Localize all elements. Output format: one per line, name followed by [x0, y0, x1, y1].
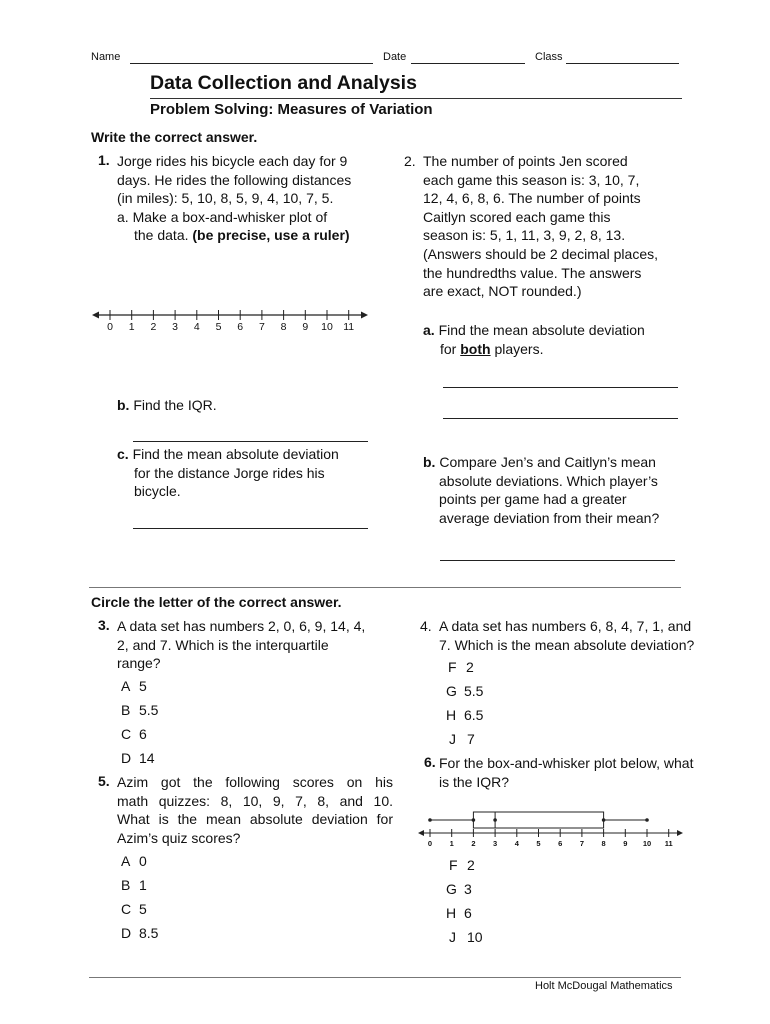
- q5-option-d-value: 8.5: [139, 925, 159, 941]
- q6-point: [602, 818, 606, 822]
- q6-option-f-value: 2: [467, 857, 475, 873]
- q4-number: 4.: [420, 618, 432, 634]
- q6-option-f[interactable]: [449, 857, 475, 873]
- q1-tick-label: 10: [321, 321, 333, 333]
- class-field[interactable]: [566, 63, 679, 64]
- q2b-answer-line[interactable]: [440, 560, 675, 561]
- q2-line3: 12, 4, 6, 8, 6. The number of points: [423, 190, 641, 207]
- q4-option-f-letter: F: [448, 659, 457, 675]
- q2-line8: are exact, NOT rounded.): [423, 283, 582, 300]
- q4-option-h[interactable]: [446, 707, 483, 723]
- q1-tick-label: 7: [258, 321, 265, 333]
- q3-option-a-value: 5: [139, 678, 147, 694]
- q4-text: [439, 617, 694, 654]
- q1c-text1: Find the mean absolute deviation: [132, 446, 339, 462]
- q1c: [117, 445, 339, 501]
- q4-option-h-value: 6.5: [464, 707, 484, 723]
- q6-number: 6.: [424, 754, 436, 770]
- q1-tick-label: 11: [343, 321, 355, 333]
- number-line-left-arrow: [92, 312, 99, 319]
- footer-rule: [89, 977, 681, 978]
- section1-instruction: Write the correct answer.: [91, 129, 258, 145]
- q1a-text: Make a box-and-whisker plot of: [132, 208, 328, 225]
- q6-box: [473, 812, 603, 828]
- q6-point: [645, 818, 649, 822]
- q3-option-d[interactable]: [121, 750, 155, 766]
- q1c-line3: bicycle.: [134, 483, 181, 500]
- q2-line4: Caitlyn scored each game this: [423, 208, 611, 225]
- q6-option-j-letter: J: [449, 929, 456, 945]
- q3-option-b-value: 5.5: [139, 702, 159, 718]
- q1-line3: (in miles): 5, 10, 8, 5, 9, 4, 10, 7, 5.: [117, 190, 334, 207]
- q3-option-c-value: 6: [139, 726, 147, 742]
- q2a-label: a.: [423, 322, 435, 338]
- q6-tick-label: 4: [514, 839, 519, 848]
- name-field[interactable]: [130, 63, 373, 64]
- q2b-label: b.: [423, 454, 436, 470]
- q6-text: [439, 754, 693, 791]
- q1a-emphasis: (be precise, use a ruler): [192, 227, 350, 244]
- q6-tick-label: 5: [536, 839, 541, 848]
- q6-option-j-value: 10: [467, 929, 483, 945]
- q3-text: [117, 617, 365, 673]
- q3-option-c[interactable]: [121, 726, 147, 742]
- q5-option-d-letter: D: [121, 925, 132, 941]
- q2a-answer-line-2[interactable]: [443, 418, 678, 419]
- q5-line4: Azim’s quiz scores?: [117, 829, 241, 846]
- q5-option-a-value: 0: [139, 853, 147, 869]
- q6-option-g-letter: G: [446, 881, 457, 897]
- q1-tick-label: 8: [280, 321, 287, 333]
- q1b-text: Find the IQR.: [133, 397, 217, 413]
- q2b-line1: [423, 453, 659, 472]
- q3-line2: 2, and 7. Which is the interquartile: [117, 636, 329, 653]
- q1-tick-label: 6: [237, 321, 244, 333]
- q6-option-h[interactable]: [446, 905, 472, 921]
- q1-tick-label: 0: [107, 321, 113, 333]
- q1c-label: c.: [117, 446, 129, 462]
- q2a-line1: [423, 321, 645, 340]
- section2-instruction: Circle the letter of the correct answer.: [91, 594, 342, 610]
- box-plot-left-arrow: [418, 830, 424, 836]
- q6-option-g[interactable]: [446, 881, 472, 897]
- q1b: [117, 396, 217, 415]
- q3-option-d-value: 14: [139, 750, 155, 766]
- q4-option-g[interactable]: [446, 683, 483, 699]
- q6-point: [428, 818, 432, 822]
- q1-tick-label: 4: [193, 321, 200, 333]
- q2a-line2: [423, 340, 645, 359]
- q1c-line1: [117, 445, 339, 464]
- title-rule: [150, 98, 682, 99]
- q3-line3: range?: [117, 655, 161, 672]
- q2a-text2-post: players.: [494, 340, 544, 357]
- q2b-text1: Compare Jen’s and Caitlyn’s mean: [439, 454, 656, 470]
- q6-option-h-value: 6: [464, 905, 472, 921]
- q2a-text2-pre: for: [440, 340, 457, 357]
- q1c-line2: for the distance Jorge rides his: [134, 464, 325, 481]
- q6-tick-label: 9: [623, 839, 628, 848]
- q6-option-h-letter: H: [446, 905, 457, 921]
- q6-line1: For the box-and-whisker plot below, what: [439, 755, 694, 771]
- q6-option-f-letter: F: [449, 857, 458, 873]
- q6-line2: is the IQR?: [439, 773, 510, 790]
- q2-text: [423, 152, 658, 301]
- q1a-line2: [117, 226, 351, 245]
- q5-option-b[interactable]: [121, 877, 147, 893]
- q1a-line1: [117, 208, 351, 227]
- q1-line2: days. He rides the following distances: [117, 171, 352, 188]
- q3-option-b-letter: B: [121, 702, 131, 718]
- q2b-line2: absolute deviations. Which player’s: [439, 472, 658, 489]
- q5-option-a-letter: A: [121, 853, 131, 869]
- q1c-answer-line[interactable]: [133, 528, 368, 529]
- q1-number-line[interactable]: [92, 305, 372, 335]
- q1a-label: a.: [117, 208, 129, 225]
- q1b-answer-line[interactable]: [133, 441, 368, 442]
- q6-tick-label: 11: [664, 839, 673, 848]
- q2-line7: the hundredths value. The answers: [423, 264, 642, 281]
- q5-line2: math quizzes: 8, 10, 9, 7, 8, and 10.: [117, 792, 393, 809]
- q2a-answer-line-1[interactable]: [443, 387, 678, 388]
- q2-line5: season is: 5, 1, 11, 3, 9, 2, 8, 13.: [423, 227, 626, 244]
- q4-option-f-value: 2: [466, 659, 474, 675]
- q2a: [423, 321, 645, 358]
- q1-line1: Jorge rides his bicycle each day for 9: [117, 153, 348, 169]
- q6-tick-label: 3: [493, 839, 498, 848]
- q4-option-h-letter: H: [446, 707, 457, 723]
- q2b: [423, 453, 659, 527]
- q1-tick-label: 9: [302, 321, 309, 333]
- q5-option-a[interactable]: [121, 853, 147, 869]
- class-label: Class: [535, 51, 563, 63]
- name-label: Name: [91, 51, 121, 63]
- q6-tick-label: 8: [601, 839, 606, 848]
- q3-option-d-letter: D: [121, 750, 132, 766]
- q4-option-g-letter: G: [446, 683, 457, 699]
- q5-line1: Azim got the following scores on his: [117, 774, 393, 790]
- q6-option-j[interactable]: [449, 929, 483, 945]
- box-plot-right-arrow: [677, 830, 683, 836]
- q2a-text1: Find the mean absolute deviation: [438, 322, 645, 338]
- q5-option-c-letter: C: [121, 901, 132, 917]
- q2a-emphasis: both: [460, 340, 491, 357]
- q6-tick-label: 0: [427, 839, 433, 848]
- q6-tick-label: 1: [449, 839, 454, 848]
- q2-line6: (Answers should be 2 decimal places,: [423, 245, 659, 262]
- q6-tick-label: 7: [579, 839, 584, 848]
- q5-option-c[interactable]: [121, 901, 147, 917]
- number-line-right-arrow: [361, 312, 368, 319]
- q3-option-b[interactable]: [121, 702, 158, 718]
- q5-option-d[interactable]: [121, 925, 158, 941]
- q6-point: [472, 818, 476, 822]
- q1-tick-label: 3: [172, 321, 179, 333]
- section-divider: [89, 587, 681, 588]
- q4-option-j[interactable]: [449, 731, 475, 747]
- q3-number: 3.: [98, 617, 110, 633]
- q6-tick-label: 10: [642, 839, 652, 848]
- q1-tick-label: 1: [128, 321, 135, 333]
- q5-number: 5.: [98, 773, 110, 789]
- q4-line2: 7. Which is the mean absolute deviation?: [439, 636, 695, 653]
- q1-tick-label: 5: [215, 321, 222, 333]
- date-field[interactable]: [411, 63, 525, 64]
- q3-line1: A data set has numbers 2, 0, 6, 9, 14, 4,: [117, 618, 366, 634]
- page-title: Data Collection and Analysis: [150, 72, 417, 94]
- q1-tick-label: 2: [150, 321, 157, 333]
- q2-line1: The number of points Jen scored: [423, 153, 628, 169]
- q5-option-b-letter: B: [121, 877, 131, 893]
- q5-line3: What is the mean absolute deviation for: [117, 811, 393, 828]
- q4-line1: A data set has numbers 6, 8, 4, 7, 1, and: [439, 618, 692, 634]
- q3-option-a[interactable]: [121, 678, 147, 694]
- q2b-line3: points per game had a greater: [439, 491, 627, 508]
- q4-option-f[interactable]: [448, 659, 474, 675]
- q2-line2: each game this season is: 3, 10, 7,: [423, 171, 640, 188]
- q1-text: [117, 152, 351, 245]
- q1a-text2: the data.: [134, 227, 189, 244]
- q1b-label: b.: [117, 397, 130, 413]
- q6-tick-label: 6: [558, 839, 563, 848]
- date-label: Date: [383, 51, 407, 63]
- q2b-line4: average deviation from their mean?: [439, 509, 660, 526]
- q5-option-c-value: 5: [139, 901, 147, 917]
- q6-point: [493, 818, 497, 822]
- q5-option-b-value: 1: [139, 877, 147, 893]
- q3-option-a-letter: A: [121, 678, 131, 694]
- q6-box-plot: [418, 808, 684, 850]
- q1-number: 1.: [98, 152, 110, 168]
- page-subtitle: Problem Solving: Measures of Variation: [150, 101, 433, 118]
- q6-option-g-value: 3: [464, 881, 472, 897]
- q6-tick-label: 2: [471, 839, 476, 848]
- q4-option-g-value: 5.5: [464, 683, 484, 699]
- q4-option-j-value: 7: [467, 731, 475, 747]
- footer-text: Holt McDougal Mathematics: [535, 980, 673, 992]
- q4-option-j-letter: J: [449, 731, 456, 747]
- q3-option-c-letter: C: [121, 726, 132, 742]
- q5-text: [117, 773, 393, 847]
- q2-number: 2.: [404, 153, 416, 169]
